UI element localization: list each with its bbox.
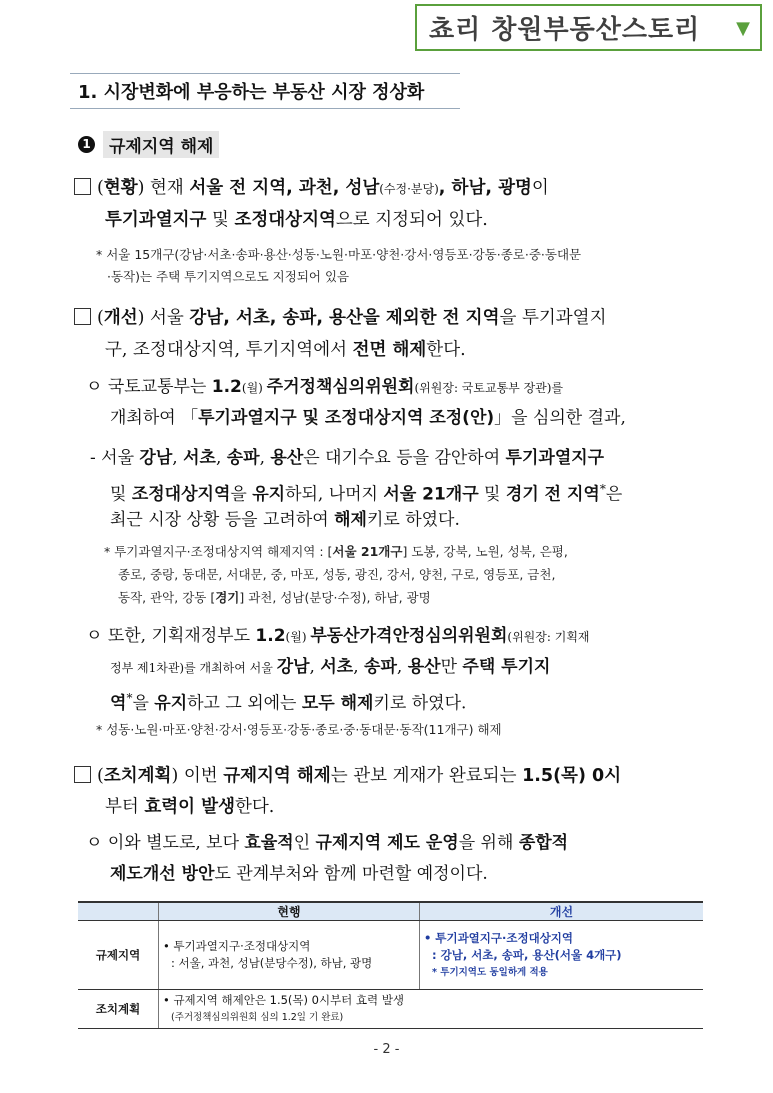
footnote-seoul-15: * 서울 15개구(강남·서초·송파·용산·성동·노원·마포·양천·강서·영등포·강동·종로·중·동대문 [96, 247, 582, 262]
improved-regulated-areas-cell: • 투기과열지구·조정대상지역 : 강남, 서초, 송파, 용산(서울 4개구) * 투기지역도 동일하게 적용 [420, 921, 704, 990]
comparison-table [78, 901, 703, 1029]
finance-paragraph-line-3: 역*을 유지하고 그 외에는 모두 해제키로 하였다. [110, 691, 467, 714]
footnote-release-areas-3: 동작, 관악, 강동 [경기] 과천, 성남(분당·수정), 하남, 광명 [118, 590, 431, 605]
ministry-paragraph-line-2: 개최하여 「투기과열지구 및 조정대상지역 조정(안)」을 심의한 결과, [110, 408, 626, 428]
brand-title: 쵸리 창원부동산스토리 [429, 15, 701, 45]
plan-paragraph-line-2: 부터 효력이 발생한다. [105, 797, 275, 817]
page-number: - 2 - [373, 1042, 400, 1057]
detail-paragraph-line-1: - 서울 강남, 서초, 송파, 용산은 대기수요 등을 감안하여 투기과열지구 [90, 448, 605, 468]
improvement-paragraph-line-2: 구, 조정대상지역, 투기지역에서 전면 해제한다. [105, 340, 466, 360]
improvement-paragraph-line-1: (개선) 서울 강남, 서초, 송파, 용산을 제외한 전 지역을 투기과열지 [74, 302, 714, 334]
future-paragraph-line-1: ㅇ 이와 별도로, 보다 효율적인 규제지역 제도 운영을 위해 종합적 [86, 833, 569, 853]
table-row [78, 921, 703, 990]
current-regulated-areas-cell: • 투기과열지구·조정대상지역 : 서울, 과천, 성남(분당수정), 하남, 광명 [159, 921, 420, 990]
row-label-regulated-areas: 규제지역 [78, 921, 159, 990]
row-label-action-plan: 조치계획 [78, 990, 159, 1029]
status-paragraph-line-2: 투기과열지구 및 조정대상지역으로 지정되어 있다. [105, 210, 488, 230]
checkbox-square-icon [74, 178, 91, 195]
status-paragraph-line-1: (현황) 현재 서울 전 지역, 과천, 성남(수정·분당), 하남, 광명이 [74, 172, 714, 205]
table-row [78, 990, 703, 1029]
plan-paragraph-line-1: (조치계획) 이번 규제지역 해제는 관보 게재가 완료되는 1.5(목) 0시 [74, 760, 714, 792]
section-title: 1. 시장변화에 부응하는 부동산 시장 정상화 [70, 73, 460, 109]
checkbox-square-icon [74, 766, 91, 783]
table-header-blank [78, 902, 159, 921]
circled-number-icon: 1 [78, 136, 95, 153]
finance-paragraph-line-1: ㅇ 또한, 기획재정부도 1.2(월) 부동산가격안정심의위원회(위원장: 기획재 [86, 626, 590, 646]
table-header-current: 현행 [159, 902, 420, 921]
footnote-11-districts: * 성동·노원·마포·양천·강서·영등포·강동·종로·중·동대문·동작(11개구) 해제 [96, 722, 502, 737]
action-plan-cell: • 규제지역 해제안은 1.5(목) 0시부터 효력 발생 (주거정책심의위원회 심의 1.2일 기 완료) [159, 990, 704, 1029]
ministry-paragraph-line-1: ㅇ 국토교통부는 1.2(월) 주거정책심의위원회(위원장: 국토교통부 장관)를 [86, 377, 564, 397]
sub-heading [78, 132, 219, 156]
footnote-seoul-15-cont: ·동작)는 주택 투기지역으로도 지정되어 있음 [107, 269, 350, 284]
detail-paragraph-line-2: 및 조정대상지역을 유지하되, 나머지 서울 21개구 및 경기 전 지역*은 [110, 482, 623, 505]
finance-paragraph-line-2: 정부 제1차관)를 개최하여 서울 강남, 서초, 송파, 용산만 주택 투기지 [110, 657, 551, 677]
detail-paragraph-line-3: 최근 시장 상황 등을 고려하여 해제키로 하였다. [110, 510, 460, 530]
brand-banner [415, 4, 762, 51]
footnote-release-areas-1: * 투기과열지구·조정대상지역 해제지역 : [서울 21개구] 도봉, 강북, 노원, 성북, 은평, [104, 544, 568, 559]
table-header-improved: 개선 [420, 902, 704, 921]
table-header-row [78, 902, 703, 921]
checkbox-square-icon [74, 308, 91, 325]
future-paragraph-line-2: 제도개선 방안도 관계부처와 함께 마련할 예정이다. [110, 864, 488, 884]
dropdown-arrow-icon[interactable]: ▼ [736, 18, 750, 39]
footnote-release-areas-2: 종로, 중랑, 동대문, 서대문, 중, 마포, 성동, 광진, 강서, 양천, 구로, 영등포, 금천, [118, 567, 556, 582]
sub-heading-title: 규제지역 해제 [103, 131, 219, 158]
